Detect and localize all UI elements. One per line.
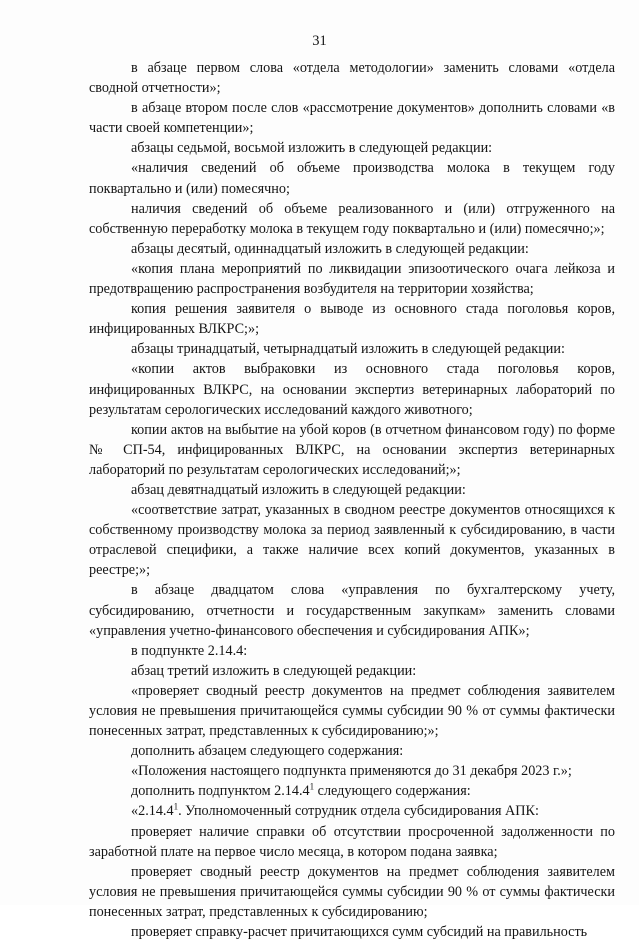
superscript-index: 1: [309, 781, 315, 792]
paragraph: «копии актов выбраковки из основного стада поголовья коров, инфицированных ВЛКРС, на основании экспертиз ветеринарных лабораторий по результатам серологических исследований каждого животного;: [89, 361, 615, 418]
paragraph: копии актов на выбытие на убой коров (в отчетном финансовом году) по форме № СП-54, инфицированных ВЛКРС, на основании экспертиз ветеринарных лабораторий по результатам серологических исследований;»;: [89, 421, 615, 478]
document-body: [89, 58, 615, 942]
paragraph: «наличия сведений об объеме производства молока в текущем году поквартально и (или) помесячно;: [89, 160, 615, 197]
superscript-index: 1: [173, 801, 179, 812]
paragraph: абзац третий изложить в следующей редакции:: [131, 662, 417, 679]
paragraph: проверяет сводный реестр документов на предмет соблюдения заявителем условия не превышения причитающейся суммы субсидии 90 % от суммы фактически понесенных затрат, представленных к субсидированию;: [89, 863, 615, 920]
paragraph: в подпункте 2.14.4:: [131, 642, 248, 659]
paragraph: проверяет справку-расчет причитающихся сумм субсидий на правильность: [131, 924, 588, 941]
paragraph: наличия сведений об объеме реализованного и (или) отгруженного на собственную переработку молока в текущем году поквартально и (или) помесячно;»;: [89, 200, 615, 237]
paragraph: абзацы седьмой, восьмой изложить в следующей редакции:: [131, 140, 493, 157]
page-number: 31: [312, 33, 327, 49]
paragraph: абзац девятнадцатый изложить в следующей редакции:: [131, 481, 466, 498]
paragraph: «2.14.4$^1$. Уполномоченный сотрудник отдела субсидирования АПК:: [131, 801, 539, 820]
paragraph: абзацы десятый, одиннадцатый изложить в следующей редакции:: [131, 240, 529, 257]
paragraph: абзацы тринадцатый, четырнадцатый изложить в следующей редакции:: [131, 341, 565, 358]
paragraph: копия решения заявителя о выводе из основного стада поголовья коров, инфицированных ВЛКРС;»;: [89, 301, 615, 338]
paragraph: в абзаце двадцатом слова «управления по бухгалтерскому учету, субсидированию, отчетности и государственным закупкам» заменить словами «управления учетно-финансового обеспечения и субсидирования АПК»;: [89, 582, 615, 639]
paragraph: «соответствие затрат, указанных в сводном реестре документов относящихся к собственному производству молока за период заявленный к субсидированию, в части отраслевой специфики, а также наличие всех копий документов, указанных в реестре;»;: [89, 502, 615, 579]
paragraph: в абзаце втором после слов «рассмотрение документов» дополнить словами «в части своей компетенции»;: [89, 100, 615, 137]
paragraph: «Положения настоящего подпункта применяются до 31 декабря 2023 г.»;: [131, 763, 572, 780]
paragraph: «проверяет сводный реестр документов на предмет соблюдения заявителем условия не превышения причитающейся суммы субсидии 90 % от суммы фактически понесенных затрат, представленных к субсидированию;»;: [89, 682, 615, 740]
paragraph: дополнить подпунктом 2.14.4$^1$ следующего содержания:: [131, 781, 471, 800]
paragraph: «копия плана мероприятий по ликвидации эпизоотического очага лейкоза и предотвращению распространения возбудителя на территории хозяйства;: [89, 260, 615, 298]
paragraph: проверяет наличие справки об отсутствии просроченной задолженности по заработной плате на первое число месяца, в котором подана заявка;: [89, 823, 615, 860]
paragraph: дополнить абзацем следующего содержания:: [131, 743, 404, 760]
paragraph: в абзаце первом слова «отдела методологии» заменить словами «отдела сводной отчетности»;: [89, 60, 615, 97]
